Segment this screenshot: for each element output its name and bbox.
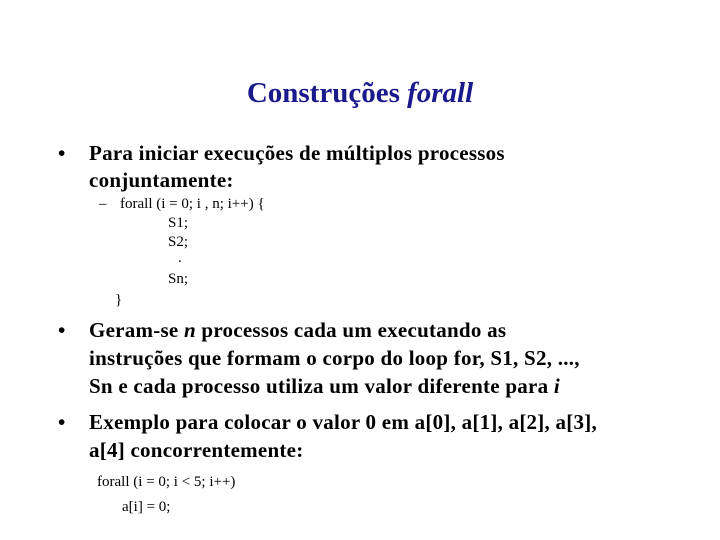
bullet-2-line-1-post: processos cada um executando as — [195, 318, 507, 342]
bullet-2-var-n: n — [183, 318, 196, 342]
slide-title — [0, 77, 720, 110]
bullet-2-line-3 — [89, 374, 560, 399]
bullet-2-line-1 — [89, 318, 506, 343]
title-italic-text: forall — [407, 77, 474, 109]
title-normal-text: Construções — [246, 77, 408, 109]
code-forall-header: forall (i = 0; i , n; i++) { — [120, 196, 265, 212]
bullet-3-line-1: Exemplo para colocar o valor 0 em a[0], a[1], a[2], a[3], — [89, 410, 598, 434]
code-close-brace: } — [115, 292, 123, 308]
code-stmt-s1: S1; — [168, 215, 189, 231]
bullet-1-line-2: conjuntamente: — [89, 168, 234, 192]
bullet-2-line-2: instruções que formam o corpo do loop for, S1, S2, ..., — [89, 346, 580, 370]
bullet-2-var-i: i — [553, 374, 560, 398]
bullet-1-line-1: Para iniciar execuções de múltiplos processos — [89, 141, 505, 165]
code-ellipsis-dot: . — [178, 250, 182, 266]
bullet-1-marker: • — [58, 141, 66, 165]
code2-line-2: a[i] = 0; — [122, 499, 171, 515]
code-stmt-sn: Sn; — [168, 271, 189, 287]
code2-line-1: forall (i = 0; i < 5; i++) — [97, 474, 236, 490]
bullet-3-marker: • — [58, 410, 66, 434]
code-stmt-s2: S2; — [168, 234, 189, 250]
bullet-2-line-3-pre: Sn e cada processo utiliza um valor diferente para — [89, 374, 554, 398]
bullet-2-line-1-pre: Geram-se — [89, 318, 184, 342]
code-dash: – — [99, 196, 107, 212]
bullet-3-line-2: a[4] concorrentemente: — [89, 438, 304, 462]
bullet-2-marker: • — [58, 318, 66, 342]
